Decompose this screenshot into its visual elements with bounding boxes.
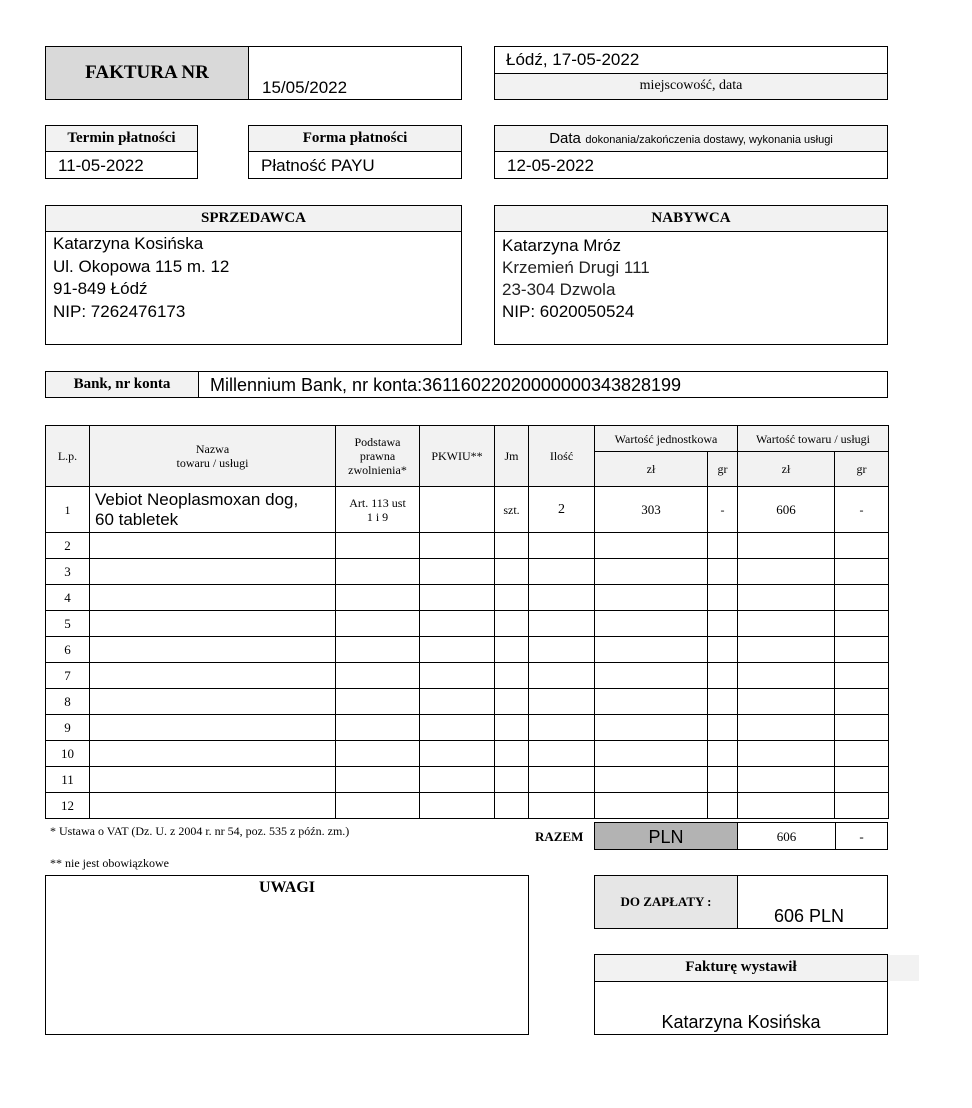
col-header-basis	[336, 426, 420, 487]
payment-method-label-box	[248, 125, 462, 152]
to-pay-label: DO ZAPŁATY :	[620, 894, 712, 909]
table-row	[46, 663, 889, 689]
cell-lp: 5	[46, 611, 90, 637]
cell-unit-zl: 303	[595, 487, 708, 533]
buyer-label: NABYWCA	[651, 210, 731, 226]
issuer-label-box	[594, 954, 888, 982]
col-header-unit-value: Wartość jednostkowa	[595, 426, 738, 452]
due-date-label: Termin płatności	[67, 130, 176, 146]
cell-pkwiu	[420, 487, 495, 533]
cell-lp: 6	[46, 637, 90, 663]
col-header-jm: Jm	[495, 426, 529, 487]
col-header-basis-line2: prawna	[359, 449, 396, 463]
buyer-nip: NIP: 6020050524	[502, 302, 635, 321]
col-header-basis-line3: zwolnienia*	[348, 463, 407, 477]
cell-qty: 2	[529, 487, 595, 533]
table-row	[46, 741, 889, 767]
cell-name	[90, 767, 336, 793]
bank-label: Bank, nr konta	[73, 376, 171, 392]
table-row	[46, 637, 889, 663]
cell-name	[90, 487, 336, 533]
invoice-number: 15/05/2022	[262, 78, 348, 97]
to-pay-value: 606 PLN	[774, 906, 845, 926]
cell-lp: 2	[46, 533, 90, 559]
delivery-date-field	[494, 151, 888, 179]
col-header-total-zl: zł	[738, 452, 835, 487]
total-gr-cell	[835, 822, 888, 850]
total-zl-value: 606	[776, 829, 797, 844]
seller-street: Ul. Okopowa 115 m. 12	[53, 256, 230, 276]
seller-label-box	[45, 205, 462, 232]
cell-lp: 1	[46, 487, 90, 533]
delivery-date-label-small: dokonania/zakończenia dostawy, wykonania usługi	[585, 134, 833, 146]
buyer-label-box	[494, 205, 888, 232]
col-header-total-gr: gr	[835, 452, 889, 487]
cell-lp: 12	[46, 793, 90, 819]
cell-lp: 10	[46, 741, 90, 767]
col-header-total-value: Wartość towaru / usługi	[738, 426, 889, 452]
col-header-unit-zl: zł	[595, 452, 708, 487]
buyer-name: Katarzyna Mróz	[502, 236, 622, 255]
seller-nip: NIP: 7262476173	[53, 301, 186, 321]
payment-method-label: Forma płatności	[302, 130, 408, 146]
cell-jm: szt.	[495, 487, 529, 533]
cell-name	[90, 663, 336, 689]
issuer-label: Fakturę wystawił	[685, 959, 797, 975]
to-pay-value-box	[737, 875, 888, 929]
table-row	[46, 533, 889, 559]
table-row	[46, 559, 889, 585]
table-row	[46, 585, 889, 611]
buyer-street: Krzemień Drugi 111	[502, 258, 650, 277]
cell-name-line1: Vebiot Neoplasmoxan dog,	[95, 489, 299, 509]
delivery-date-value: 12-05-2022	[507, 156, 594, 175]
table-row	[46, 767, 889, 793]
cell-name	[90, 689, 336, 715]
buyer-details	[494, 231, 888, 345]
seller-city: 91-849 Łódź	[53, 279, 148, 298]
col-header-name-line1: Nazwa	[195, 442, 230, 456]
bank-account-field	[198, 371, 888, 398]
footnote-pkwiu: ** nie jest obowiązkowe	[50, 856, 169, 870]
cell-total-zl: 606	[738, 487, 835, 533]
place-date-label-box	[494, 73, 888, 100]
delivery-date-label-main: Data	[549, 130, 581, 147]
bank-account-value: Millennium Bank, nr konta:36116022020000000343828199	[210, 375, 682, 395]
table-row	[46, 611, 889, 637]
table-row	[46, 487, 889, 533]
cell-unit-gr: -	[708, 487, 738, 533]
cell-basis-line1: Art. 113 ust	[349, 495, 406, 510]
cell-name	[90, 585, 336, 611]
place-date-value: Łódź, 17-05-2022	[506, 50, 640, 69]
cell-lp: 4	[46, 585, 90, 611]
place-date-label: miejscowość, data	[639, 78, 743, 93]
cell-total-gr: -	[835, 487, 889, 533]
table-row	[46, 689, 889, 715]
to-pay-label-box	[594, 875, 738, 929]
issuer-name-box	[594, 981, 888, 1035]
col-header-qty: Ilość	[529, 426, 595, 487]
cell-lp: 8	[46, 689, 90, 715]
delivery-date-label-box	[494, 125, 888, 152]
bank-label-box	[45, 371, 199, 398]
cell-lp: 9	[46, 715, 90, 741]
table-row	[46, 715, 889, 741]
due-date-label-box	[45, 125, 198, 152]
col-header-basis-line1: Podstawa	[354, 435, 401, 449]
total-zl-cell	[737, 822, 836, 850]
cell-name	[90, 793, 336, 819]
invoice-number-field	[248, 46, 462, 100]
cell-basis-line2: 1 i 9	[366, 509, 389, 524]
payment-method-value: Płatność PAYU	[261, 156, 375, 175]
due-date-field	[45, 151, 198, 179]
cell-lp: 3	[46, 559, 90, 585]
col-header-lp: L.p.	[46, 426, 90, 487]
remarks-label: UWAGI	[258, 879, 315, 896]
currency-cell	[594, 822, 738, 850]
cell-name	[90, 637, 336, 663]
invoice-title-label: FAKTURA NR	[85, 62, 209, 83]
col-header-name-line2: towaru / usługi	[176, 456, 249, 470]
cell-name	[90, 611, 336, 637]
cell-name	[90, 741, 336, 767]
issuer-name: Katarzyna Kosińska	[661, 1012, 821, 1032]
buyer-city: 23-304 Dzwola	[502, 280, 616, 299]
issuer-label-extension	[888, 955, 919, 981]
footnote-vat: * Ustawa o VAT (Dz. U. z 2004 r. nr 54, poz. 535 z późn. zm.)	[50, 824, 350, 838]
currency-value: PLN	[648, 827, 684, 847]
remarks-box	[45, 875, 529, 1035]
cell-name	[90, 559, 336, 585]
col-header-pkwiu: PKWIU**	[420, 426, 495, 487]
razem-label: RAZEM	[535, 829, 584, 844]
payment-method-field	[248, 151, 462, 179]
cell-basis	[336, 487, 420, 533]
seller-details	[45, 231, 462, 345]
table-row	[46, 793, 889, 819]
cell-name	[90, 533, 336, 559]
items-table	[45, 425, 889, 819]
invoice-title-box	[45, 46, 249, 100]
seller-label: SPRZEDAWCA	[200, 210, 306, 226]
seller-name: Katarzyna Kosińska	[53, 234, 204, 253]
cell-name	[90, 715, 336, 741]
col-header-name	[90, 426, 336, 487]
due-date-value: 11-05-2022	[58, 156, 144, 175]
cell-lp: 11	[46, 767, 90, 793]
cell-lp: 7	[46, 663, 90, 689]
cell-name-line2: 60 tabletek	[95, 509, 179, 529]
place-date-value-box	[494, 46, 888, 74]
col-header-unit-gr: gr	[708, 452, 738, 487]
total-gr-value: -	[859, 829, 864, 844]
